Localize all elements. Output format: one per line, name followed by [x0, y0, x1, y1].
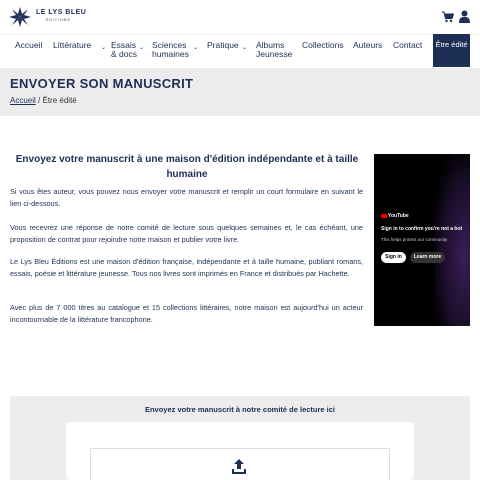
chevron-down-icon: ⌄: [193, 45, 199, 51]
chevron-down-icon: ⌄: [101, 45, 107, 51]
nav-item-accueil[interactable]: Accueil: [15, 40, 43, 50]
nav-item-collections[interactable]: Collections: [302, 40, 344, 50]
learn-more-button[interactable]: Learn more: [410, 252, 445, 263]
brand-tagline: ÉDITIONS: [46, 18, 71, 22]
breadcrumb: [10, 96, 77, 105]
nav-cta-etre-edite[interactable]: Être édité: [433, 34, 470, 67]
nav-item-litterature[interactable]: Littérature: [53, 40, 92, 50]
page-title: ENVOYER SON MANUSCRIT: [10, 76, 194, 91]
chevron-down-icon: ⌄: [242, 45, 248, 51]
nav-item-contact[interactable]: Contact: [393, 40, 423, 50]
upload-icon[interactable]: [232, 459, 246, 474]
breadcrumb-home-link[interactable]: Accueil: [10, 96, 36, 105]
nav-item-albums-jeunesse[interactable]: Albums Jeunesse: [256, 40, 293, 59]
breadcrumb-current: Être édité: [42, 96, 77, 105]
youtube-logo-icon: [381, 214, 387, 218]
lily-logo-icon[interactable]: [8, 6, 32, 28]
nav-item-sciences-humaines[interactable]: Sciences humaines: [152, 40, 189, 59]
cart-icon[interactable]: [442, 11, 454, 23]
video-heading: Sign in to confirm you're not a bot: [381, 226, 463, 232]
site-header: [0, 0, 480, 34]
nav-item-pratique[interactable]: Pratique: [207, 40, 239, 50]
user-icon[interactable]: [459, 10, 470, 23]
content-paragraph: Si vous êtes auteur, vous pouvez nous envoyer votre manuscrit et remplir un court formulaire en suivant le lien ci-dessous.: [10, 187, 363, 208]
youtube-brand: [381, 213, 409, 219]
nav-item-auteurs[interactable]: Auteurs: [353, 40, 383, 50]
chevron-down-icon: ⌄: [139, 45, 145, 51]
brand-name[interactable]: LE LYS BLEU: [36, 9, 87, 16]
sign-in-button[interactable]: Sign in: [381, 252, 406, 263]
video-embed[interactable]: [374, 154, 470, 326]
content-paragraph: Vous recevrez une réponse de notre comité de lecture sous quelques semaines et, le cas échéant, une proposition de contrat pour rejoindre notre maison et publier votre livre.: [10, 223, 363, 244]
video-subtext: This helps protect our community: [381, 237, 448, 242]
content-heading: Envoyez votre manuscrit à une maison d'édition indépendante et à taille humaine: [15, 154, 359, 180]
nav-item-essais[interactable]: Essais & docs: [111, 40, 137, 59]
submission-title: Envoyez votre manuscrit à notre comité de lecture ici: [144, 405, 336, 414]
content-paragraph: Le Lys Bleu Éditions est une maison d'édition française, indépendante et à taille humaine, publiant romans, essais, poésie et littérature jeunesse. Tous nos livres sont imprimés en France et distribués par Hachette.: [10, 257, 363, 278]
breadcrumb-separator: /: [38, 96, 41, 105]
content-paragraph: Avec plus de 7 000 titres au catalogue et 15 collections littéraires, notre maison est aujourd'hui un acteur incontournable de la littérature francophone.: [10, 303, 363, 324]
youtube-label: YouTube: [388, 213, 409, 219]
